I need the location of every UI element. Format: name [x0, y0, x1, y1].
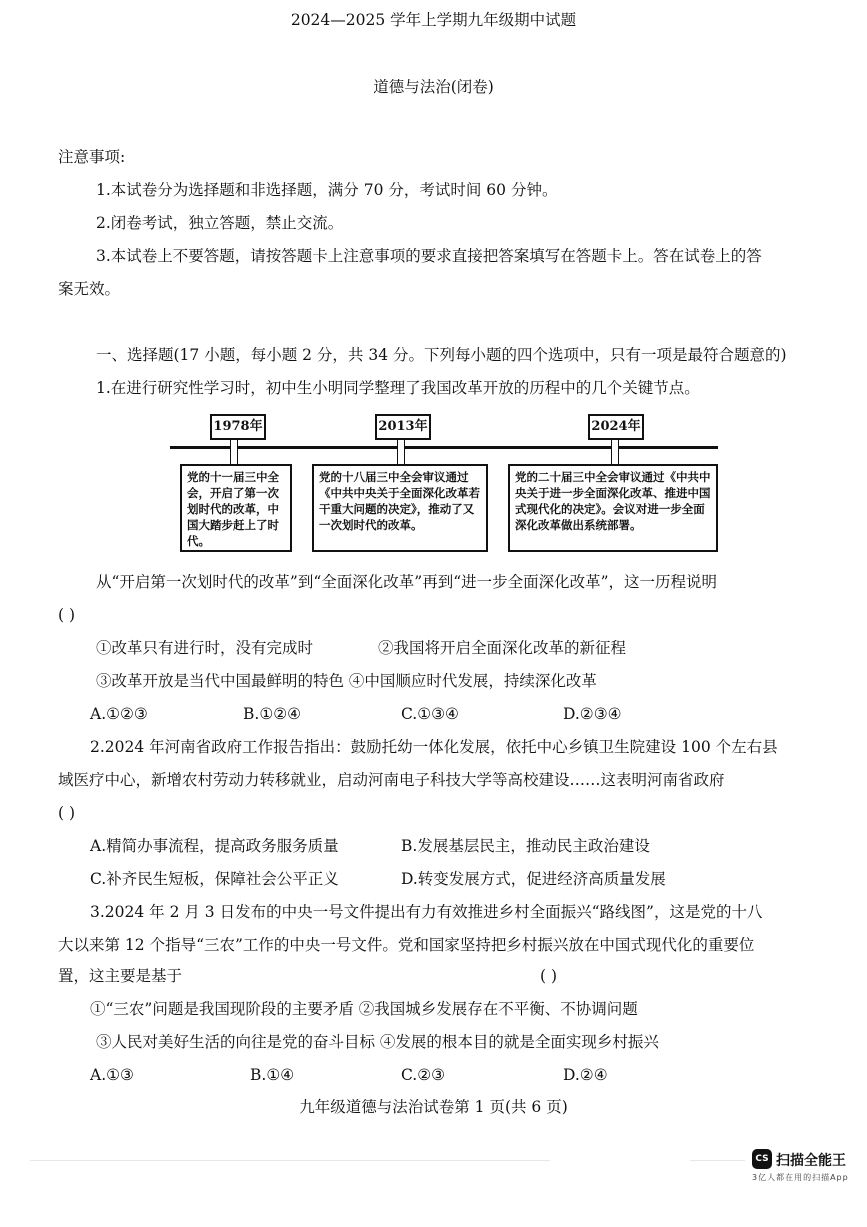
q1-statements-3-4: ③改革开放是当代中国最鲜明的特色 ④中国顺应时代发展，持续深化改革	[96, 672, 597, 690]
watermark-tagline: 3亿人都在用的扫描App	[752, 1173, 849, 1182]
q2-option-a: A.精简办事流程，提高政务服务质量	[90, 837, 339, 855]
q1-paren: ( )	[58, 606, 76, 624]
q2-option-b: B.发展基层民主，推动民主政治建设	[401, 837, 650, 855]
q1-option-b: B.①②④	[243, 705, 302, 723]
q1-statement-1: ①改革只有进行时，没有完成时	[96, 639, 314, 657]
q3-option-a: A.①③	[90, 1066, 134, 1084]
q3-option-b: B.①④	[250, 1066, 295, 1084]
timeline-card-2024: 党的二十届三中全会审议通过《中共中央关于进一步全面深化改革、推进中国式现代化的决定》。会议对进一步全面深化改革做出系统部署。	[508, 464, 718, 552]
camscanner-logo-icon: CS	[752, 1149, 772, 1169]
exam-subject: 道德与法治(闭卷)	[373, 78, 494, 96]
q3-line-1: 3.2024 年 2 月 3 日发布的中央一号文件提出有力有效推进乡村全面振兴“路线图”，这是党的十八	[90, 903, 763, 921]
q1-statement-2: ②我国将开启全面深化改革的新征程	[378, 639, 627, 657]
timeline-stem	[611, 438, 619, 466]
q2-option-d: D.转变发展方式，促进经济高质量发展	[401, 870, 666, 888]
q1-question: 从“开启第一次划时代的改革”到“全面深化改革”再到“进一步全面深化改革”，这一历程说明	[96, 573, 718, 591]
q1-option-a: A.①②③	[90, 705, 148, 723]
notice-item-2: 2.闭卷考试，独立答题，禁止交流。	[96, 214, 344, 232]
timeline-stem	[230, 438, 238, 466]
timeline-year-1978: 1978年	[210, 414, 266, 440]
notice-item-3-cont: 案无效。	[58, 280, 121, 298]
divider	[690, 1160, 745, 1161]
q3-option-d: D.②④	[563, 1066, 608, 1084]
reform-timeline	[170, 412, 720, 557]
timeline-card-2013: 党的十八届三中全会审议通过《中共中央关于全面深化改革若干重大问题的决定》，推动了又一次划时代的改革。	[312, 464, 488, 552]
q2-paren: ( )	[58, 804, 76, 822]
q2-line-2: 域医疗中心，新增农村劳动力转移就业，启动河南电子科技大学等高校建设……这表明河南省政府	[58, 771, 725, 789]
page-footer: 九年级道德与法治试卷第 1 页(共 6 页)	[299, 1098, 568, 1116]
q3-statements-1-2: ①“三农”问题是我国现阶段的主要矛盾 ②我国城乡发展存在不平衡、不协调问题	[90, 1000, 638, 1018]
q1-option-d: D.②③④	[563, 705, 622, 723]
timeline-stem	[397, 438, 405, 466]
divider	[30, 1160, 550, 1161]
q3-statements-3-4: ③人民对美好生活的向往是党的奋斗目标 ④发展的根本目的就是全面实现乡村振兴	[96, 1033, 659, 1051]
q2-option-c: C.补齐民生短板，保障社会公平正义	[90, 870, 339, 888]
q3-line-3: 置，这主要是基于	[58, 967, 183, 985]
section-heading: 一、选择题(17 小题，每小题 2 分，共 34 分。下列每小题的四个选项中，只有一项是最符合题意的)	[96, 346, 787, 364]
q3-paren: ( )	[540, 967, 558, 985]
timeline-axis	[170, 446, 718, 449]
notice-heading: 注意事项:	[58, 148, 126, 166]
q2-line-1: 2.2024 年河南省政府工作报告指出：鼓励托幼一体化发展，依托中心乡镇卫生院建设 100 个左右县	[90, 738, 778, 756]
notice-item-3: 3.本试卷上不要答题，请按答题卡上注意事项的要求直接把答案填写在答题卡上。答在试卷上的答	[96, 247, 762, 265]
q3-line-2: 大以来第 12 个指导“三农”工作的中央一号文件。党和国家坚持把乡村振兴放在中国式现代化的重要位	[58, 936, 755, 954]
q3-option-c: C.②③	[401, 1066, 446, 1084]
exam-title: 2024—2025 学年上学期九年级期中试题	[290, 11, 577, 29]
watermark-brand: 扫描全能王	[776, 1153, 846, 1169]
q1-option-c: C.①③④	[401, 705, 459, 723]
q1-stem: 1.在进行研究性学习时，初中生小明同学整理了我国改革开放的历程中的几个关键节点。	[96, 379, 700, 397]
timeline-card-1978: 党的十一届三中全会，开启了第一次划时代的改革，中国大踏步赶上了时代。	[180, 464, 292, 552]
timeline-year-2024: 2024年	[588, 414, 644, 440]
timeline-year-2013: 2013年	[375, 414, 431, 440]
notice-item-1: 1.本试卷分为选择题和非选择题，满分 70 分，考试时间 60 分钟。	[96, 181, 558, 199]
